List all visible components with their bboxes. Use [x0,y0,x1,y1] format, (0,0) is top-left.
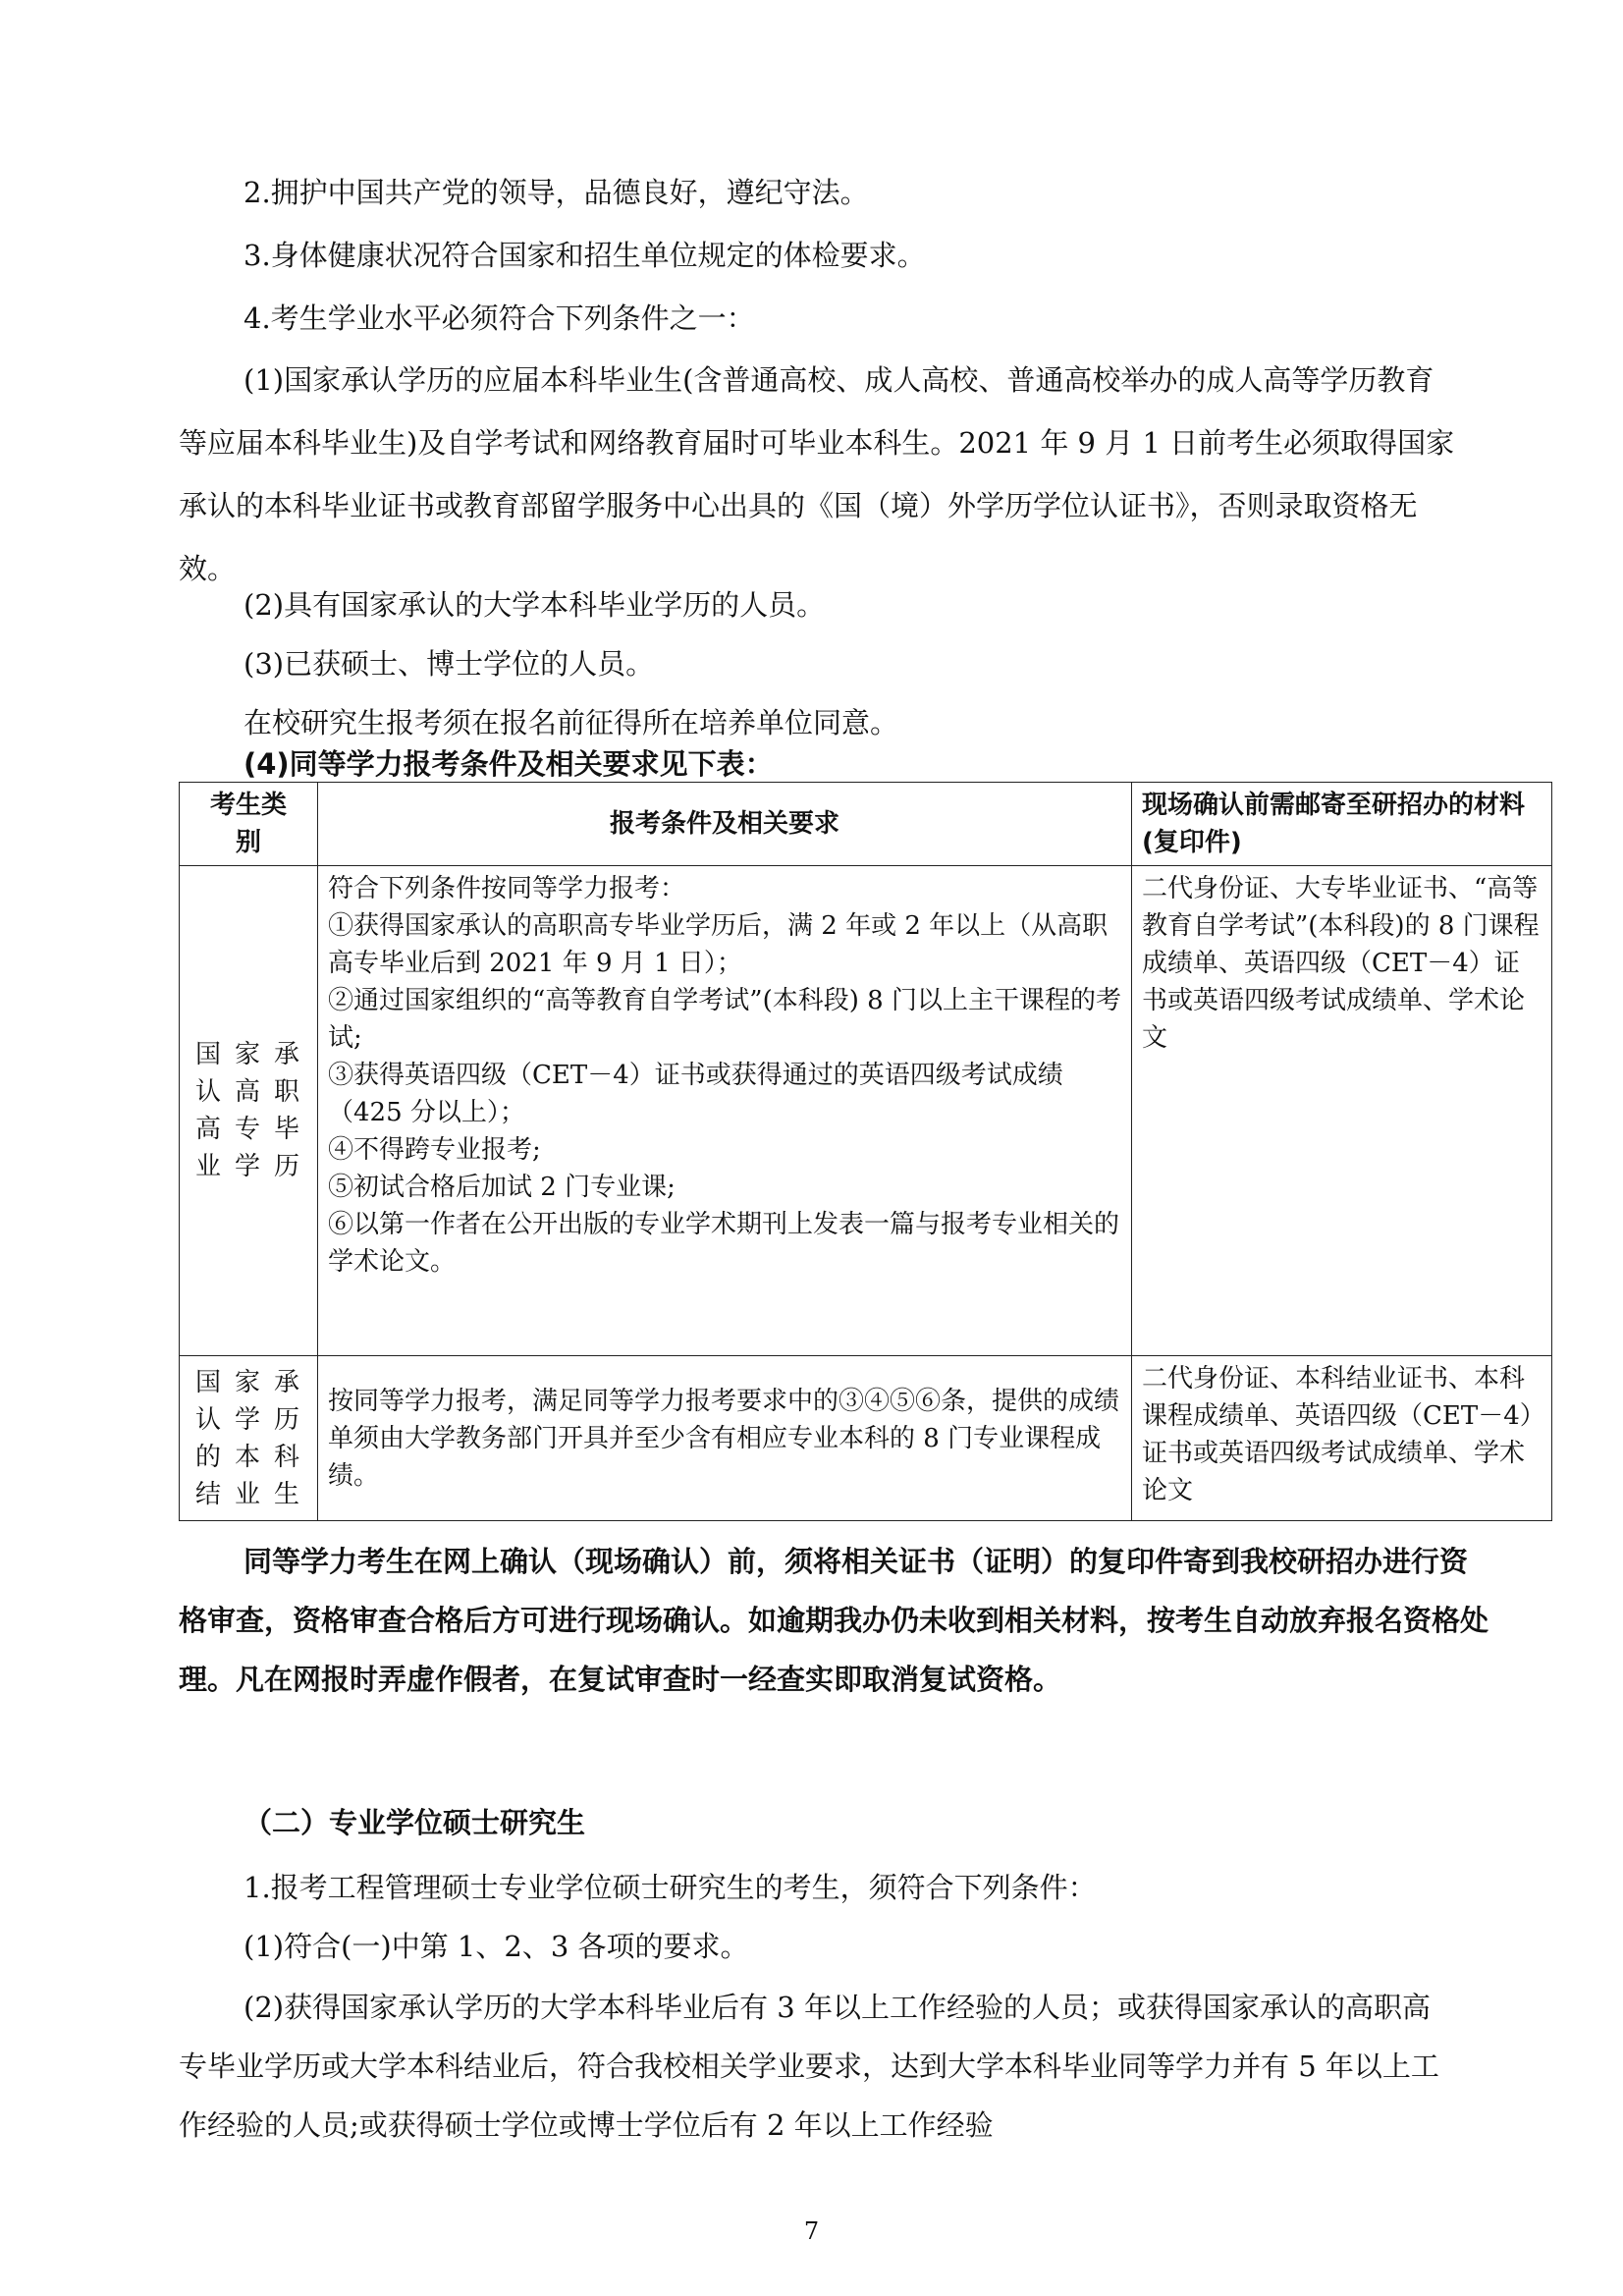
row-materials: 二代身份证、本科结业证书、本科课程成绩单、英语四级（CET－4）证书或英语四级考试成绩单、学术论文 [1132,1356,1552,1521]
row-requirements [318,866,1132,1356]
paragraph-health: 3.身体健康状况符合国家和招生单位规定的体检要求。 [243,239,926,272]
section-2-title: （二）专业学位硕士研究生 [243,1806,586,1839]
condition-2: (2)具有国家承认的大学本科毕业学历的人员。 [243,588,826,622]
requirement-line: ⑤初试合格后加试 2 门专业课; [328,1173,676,1202]
header-requirements: 报考条件及相关要求 [318,783,1132,866]
row-materials: 二代身份证、大专毕业证书、“高等教育自学考试”(本科段)的 8 门课程成绩单、英语四级（CET－4）证书或英语四级考试成绩单、学术论文 [1132,866,1552,1356]
paragraph-academic-level: 4.考生学业水平必须符合下列条件之一： [243,301,755,335]
section-2-item-2: (1)符合(一)中第 1、2、3 各项的要求。 [243,1930,749,1963]
row-requirements [318,1356,1132,1521]
condition-3: (3)已获硕士、博士学位的人员。 [243,647,655,681]
requirement-line: ①获得国家承认的高职高专毕业学历后，满 2 年或 2 年以上（从高职高专毕业后到 2021 年 9 月 1 日）； [328,911,1109,978]
header-category: 考生类别 [180,783,318,866]
requirement-line: ④不得跨专业报考; [328,1135,541,1165]
table-intro: (4)同等学力报考条件及相关要求见下表： [243,747,774,781]
in-school-note: 在校研究生报考须在报名前征得所在培养单位同意。 [243,706,899,739]
equivalent-education-table [179,782,1552,1521]
requirement-line: ②通过国家组织的“高等教育自学考试”(本科段) 8 门以上主干课程的考试; [328,986,1121,1053]
section-2-condition-2: (2)获得国家承认学历的大学本科毕业后有 3 年以上工作经验的人员；或获得国家承认的高职高专毕业学历或大学本科结业后，符合我校相关学业要求，达到大学本科毕业同等学力并有 5 年以上工作经验的人员;或获得硕士学位或博士学位后有 2 年以上工作经验 [179,1991,1439,2142]
requirement-line: ③获得英语四级（CET－4）证书或获得通过的英语四级考试成绩（425 分以上）； [328,1061,1063,1127]
requirement-line: 符合下列条件按同等学力报考： [328,874,686,903]
section-2-item-1: 1.报考工程管理硕士专业学位硕士研究生的考生，须符合下列条件： [243,1871,1097,1904]
table-row [180,1356,1552,1521]
table-row [180,866,1552,1356]
row-category: 国家承认高职高专毕业学历 [180,866,318,1356]
table-header-row [180,783,1552,866]
requirement-line: ⑥以第一作者在公开出版的专业学术期刊上发表一篇与报考专业相关的学术论文。 [328,1210,1120,1277]
paragraph-political: 2.拥护中国共产党的领导，品德良好，遵纪守法。 [243,176,869,209]
page-number: 7 [803,2217,820,2245]
row-category: 国家承认学历的本科结业生 [180,1356,318,1521]
requirement-line: 按同等学力报考，满足同等学力报考要求中的③④⑤⑥条，提供的成绩单须由大学教务部门开具并至少含有相应专业本科的 8 门专业课程成绩。 [328,1386,1120,1491]
condition-1: (1)国家承认学历的应届本科毕业生(含普通高校、成人高校、普通高校举办的成人高等学历教育等应届本科毕业生)及自学考试和网络教育届时可毕业本科生。2021 年 9 月 1 日前考生必须取得国家承认的本科毕业证书或教育部留学服务中心出具的《国（境）外学历学位认证书》，否则录取资格无效。 [179,363,1455,585]
header-materials: 现场确认前需邮寄至研招办的材料(复印件) [1132,783,1552,866]
equivalent-education-notice: 同等学力考生在网上确认（现场确认）前，须将相关证书（证明）的复印件寄到我校研招办进行资格审查，资格审查合格后方可进行现场确认。如逾期我办仍未收到相关材料，按考生自动放弃报名资格处理。凡在网报时弄虚作假者，在复试审查时一经查实即取消复试资格。 [179,1545,1489,1696]
